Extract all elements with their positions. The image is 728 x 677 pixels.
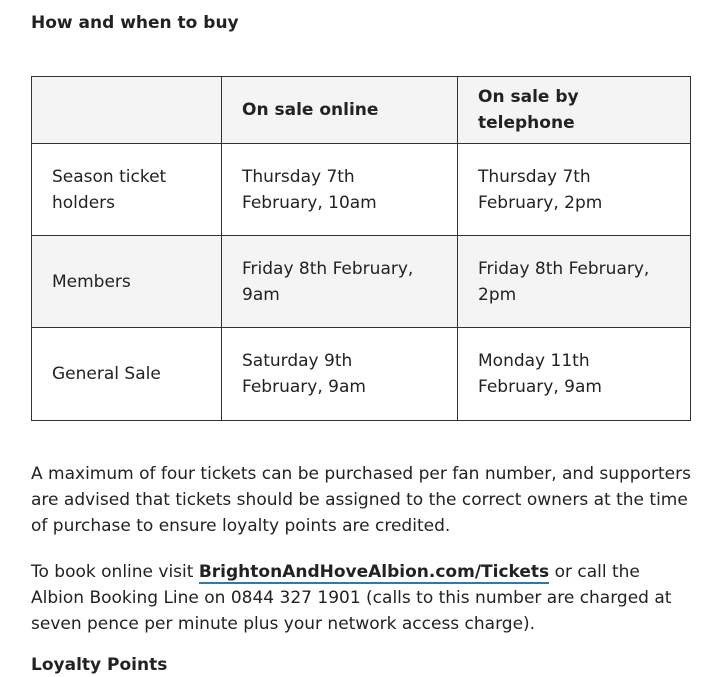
table-header-empty: [32, 77, 222, 144]
table-header-row: [32, 77, 691, 144]
ticket-limit-paragraph: A maximum of four tickets can be purchased per fan number, and supporters are advised that tickets should be assigned to the correct owners at the time of purchase to ensure loyalty points are credited.: [31, 464, 691, 536]
loyalty-points-heading: Loyalty Points: [31, 655, 168, 675]
ticket-sale-table: [31, 76, 691, 421]
table-row: [32, 144, 691, 236]
section-heading: How and when to buy: [31, 13, 239, 33]
table-row: [32, 328, 691, 421]
table-header-telephone: On sale by telephone: [458, 77, 691, 144]
tickets-link[interactable]: BrightonAndHoveAlbion.com/Tickets: [198, 562, 550, 582]
table-row: [32, 236, 691, 328]
table-cell-group: General Sale: [32, 328, 222, 421]
table-cell-online: Friday 8th February, 9am: [222, 236, 458, 328]
table-cell-group: Season ticket holders: [32, 144, 222, 236]
table-cell-telephone: Friday 8th February, 2pm: [458, 236, 691, 328]
table-cell-group: Members: [32, 236, 222, 328]
table-cell-online: Saturday 9th February, 9am: [222, 328, 458, 421]
table-cell-online: Thursday 7th February, 10am: [222, 144, 458, 236]
booking-text-before: To book online visit: [31, 562, 199, 582]
booking-text-after: or call the Albion Booking Line on 0844 327 1901 (calls to this number are charged at seven pence per minute plus your network access charge).: [31, 562, 672, 634]
table-cell-telephone: Monday 11th February, 9am: [458, 328, 691, 421]
booking-paragraph: [31, 559, 691, 637]
table-header-online: On sale online: [222, 77, 458, 144]
table-cell-telephone: Thursday 7th February, 2pm: [458, 144, 691, 236]
